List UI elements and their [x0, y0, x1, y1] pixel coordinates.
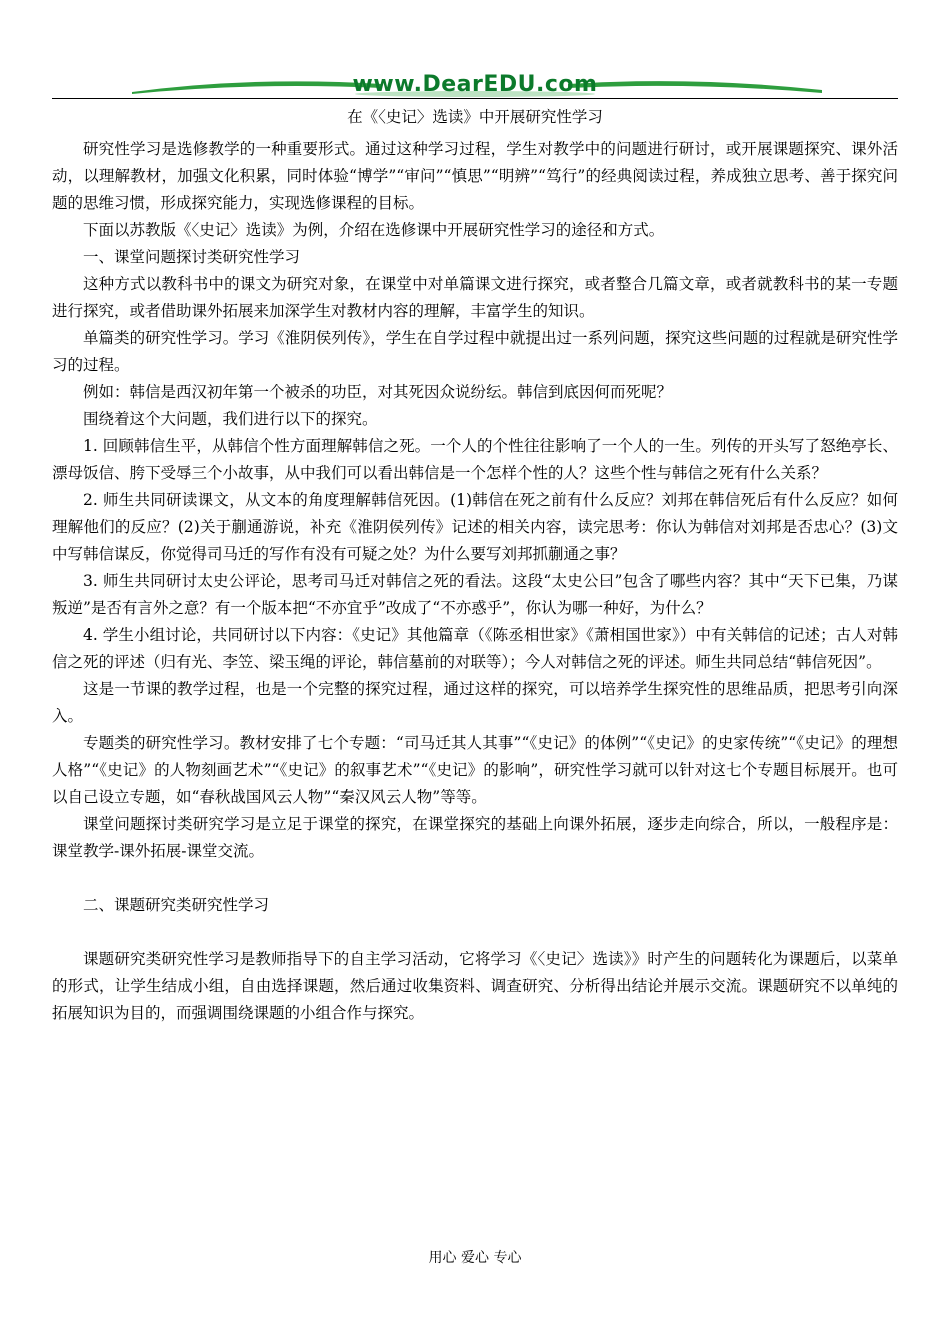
section-heading: 一、课堂问题探讨类研究性学习 [83, 248, 301, 266]
paragraph: 下面以苏教版《〈史记〉选读》为例，介绍在选修课中开展研究性学习的途径和方式。 [83, 221, 665, 239]
page-footer: 用心 爱心 专心 [428, 1250, 522, 1266]
paragraph: 单篇类的研究性学习。学习《淮阴侯列传》，学生在自学过程中就提出过一系列问题，探究这些问题的过程就是研究性学习的过程。 [52, 329, 898, 374]
paragraph: 课堂问题探讨类研究学习是立足于课堂的探究，在课堂探究的基础上向课外拓展，逐步走向综合，所以，一般程序是：课堂教学-课外拓展-课堂交流。 [52, 815, 898, 860]
list-item: 3. 师生共同研讨太史公评论，思考司马迁对韩信之死的看法。这段“太史公曰”包含了哪些内容？其中“天下已集，乃谋叛逆”是否有言外之意？有一个版本把“不亦宜乎”改成了“不亦惑乎”，你认为哪一种好，为什么？ [52, 572, 898, 617]
paragraph: 研究性学习是选修教学的一种重要形式。通过这种学习过程，学生对教学中的问题进行研讨，或开展课题探究、课外活动，以理解教材，加强文化积累，同时体验“博学”“审问”“慎思”“明辨”“笃行”的经典阅读过程，养成独立思考、善于探究问题的思维习惯，形成探究能力，实现选修课程的目标。 [52, 140, 898, 212]
paragraph: 这是一节课的教学过程，也是一个完整的探究过程，通过这样的探究，可以培养学生探究性的思维品质，把思考引向深入。 [52, 680, 898, 725]
paragraph: 课题研究类研究性学习是教师指导下的自主学习活动，它将学习《〈史记〉选读》》时产生的问题转化为课题后，以菜单的形式，让学生结成小组，自由选择课题，然后通过收集资料、调查研究、分析得出结论并展示交流。课题研究不以单纯的拓展知识为目的，而强调围绕课题的小组合作与探究。 [52, 950, 898, 1022]
list-item: 4. 学生小组讨论，共同研讨以下内容：《史记》其他篇章（《陈丞相世家》《萧相国世家》）中有关韩信的记述；古人对韩信之死的评述（归有光、李笠、梁玉绳的评论，韩信墓前的对联等）；今人对韩信之死的评述。师生共同总结“韩信死因”。 [52, 626, 898, 671]
document-title: 在《〈史记〉选读》中开展研究性学习 [347, 108, 603, 126]
paragraph: 围绕着这个大问题，我们进行以下的探究。 [83, 410, 378, 428]
paragraph: 这种方式以教科书中的课文为研究对象，在课堂中对单篇课文进行探究，或者整合几篇文章，或者就教科书的某一专题进行探究，或者借助课外拓展来加深学生对教材内容的理解，丰富学生的知识。 [52, 275, 898, 320]
document-body [52, 136, 898, 1027]
paragraph: 专题类的研究性学习。教材安排了七个专题：“司马迁其人其事”“《史记》的体例”“《史记》的史家传统”“《史记》的理想人格”“《史记》的人物刻画艺术”“《史记》的叙事艺术”“《史记》的影响”，研究性学习就可以针对这七个专题目标展开。也可以自己设立专题，如“春秋战国风云人物”“秦汉风云人物”等等。 [52, 734, 898, 806]
list-item: 1. 回顾韩信生平，从韩信个性方面理解韩信之死。一个人的个性往往影响了一个人的一生。列传的开头写了怒绝亭长、漂母饭信、胯下受辱三个小故事，从中我们可以看出韩信是一个怎样个性的人？这些个性与韩信之死有什么关系？ [52, 437, 898, 482]
paragraph: 例如：韩信是西汉初年第一个被杀的功臣，对其死因众说纷纭。韩信到底因何而死呢？ [83, 383, 673, 401]
section-heading: 二、课题研究类研究性学习 [83, 896, 270, 914]
list-item: 2. 师生共同研读课文，从文本的角度理解韩信死因。(1)韩信在死之前有什么反应？刘邦在韩信死后有什么反应？如何理解他们的反应？(2)关于蒯通游说，补充《淮阴侯列传》记述的相关内容，读完思考：你认为韩信对刘邦是否忠心？(3)文中写韩信谋反，你觉得司马迁的写作有没有可疑之处？为什么要写刘邦抓蒯通之事？ [52, 491, 898, 563]
header-divider [52, 98, 898, 99]
site-logo[interactable]: www.DearEDU.com [352, 72, 598, 97]
